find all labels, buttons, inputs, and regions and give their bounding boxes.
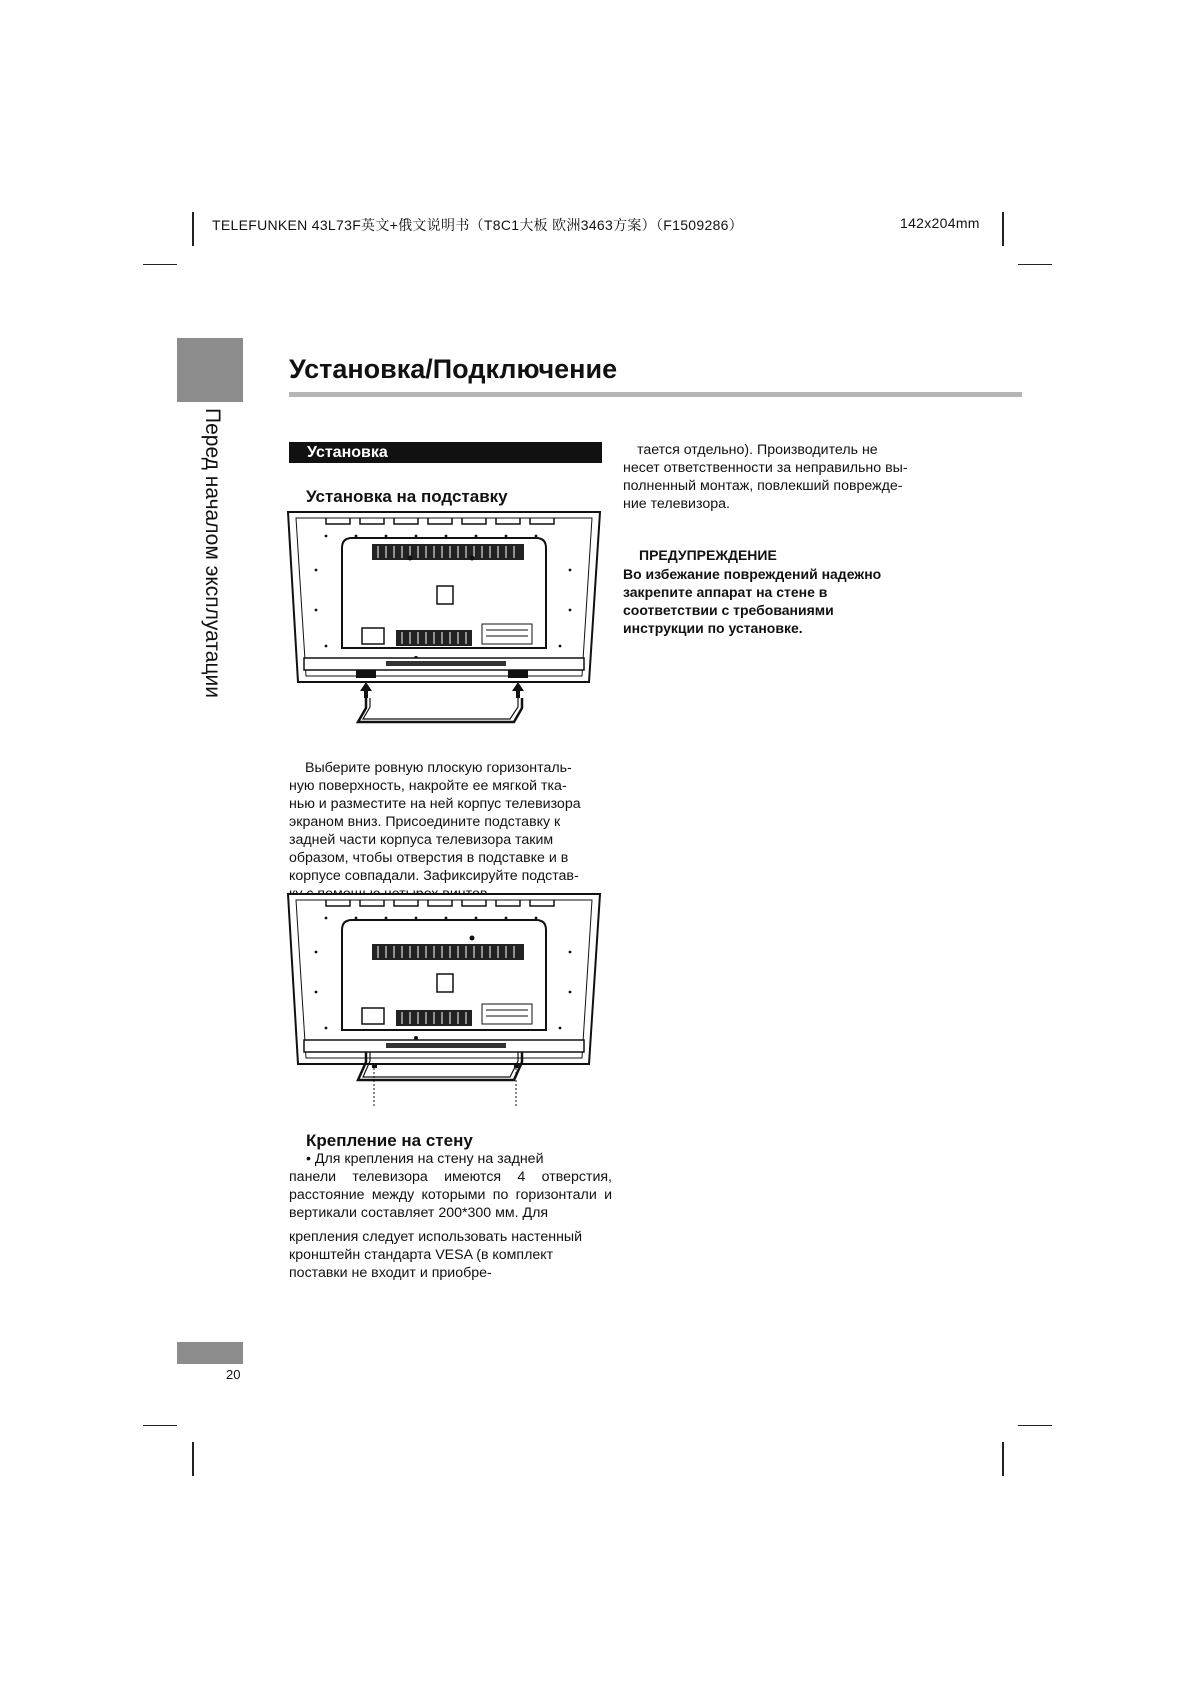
crop-mark-top-right-vertical: [1002, 212, 1004, 246]
crop-mark-bottom-left-vertical: [192, 1442, 194, 1476]
document-info: TELEFUNKEN 43L73F英文+俄文说明书（T8C1大板 欧洲3463方案）（F1509286）: [212, 217, 744, 233]
stand-heading: Установка на подставку: [306, 487, 508, 506]
crop-mark-top-left-horizontal: [143, 264, 177, 265]
stand-mounted-figure: [286, 892, 606, 1114]
warning-text: Во избежание повреждений надежно закрепите аппарат на стене в соответствии с требованиями инструкции по установке.: [623, 566, 882, 636]
page-number-tab: [177, 1342, 243, 1364]
stand-installation-figure: [286, 510, 606, 732]
warning-title: ПРЕДУПРЕЖДЕНИЕ: [639, 547, 777, 563]
section-header-bar: Установка: [289, 442, 602, 463]
page-title: Установка/Подключение: [289, 354, 618, 384]
wall-mount-bullet: • Для крепления на стену на задней: [306, 1151, 544, 1167]
crop-mark-top-right-horizontal: [1018, 264, 1052, 265]
crop-mark-bottom-left-horizontal: [143, 1425, 177, 1426]
wall-mount-text-continued: крепления следует использовать настенный кронштейн стандарта VESA (в комплект поставки не входит и приобре-: [289, 1229, 583, 1281]
crop-mark-bottom-right-horizontal: [1018, 1425, 1052, 1426]
title-rule: [289, 392, 1022, 397]
side-tab-block: [177, 338, 243, 402]
side-chapter-label: Перед началом эксплуатации: [201, 408, 224, 698]
wall-mount-heading: Крепление на стену: [306, 1131, 473, 1150]
wall-mount-text: панели телевизора имеются 4 отверстия, расстояние между которыми по горизонтали и вертикали составляет 200*300 мм. Для: [289, 1169, 612, 1221]
crop-mark-top-left-vertical: [192, 212, 194, 246]
crop-mark-bottom-right-vertical: [1002, 1442, 1004, 1476]
page-size: 142x204mm: [900, 215, 980, 231]
stand-instructions-text: Выберите ровную плоскую горизонталь- ную поверхность, накройте ее мягкой тка- нью и разместите на ней корпус телевизора экраном вниз. Присоедините подставку к задней части корпуса телевизора таким образом, чтобы отверстия в подставке и в корпусе совпадали. Зафиксируйте подстав-: [289, 760, 581, 884]
right-column-continuation: тается отдельно). Производитель не несет ответственности за неправильно вы- полненный монтаж, повлекший поврежде- ние телевизора.: [623, 442, 908, 512]
page-number: 20: [226, 1367, 241, 1382]
